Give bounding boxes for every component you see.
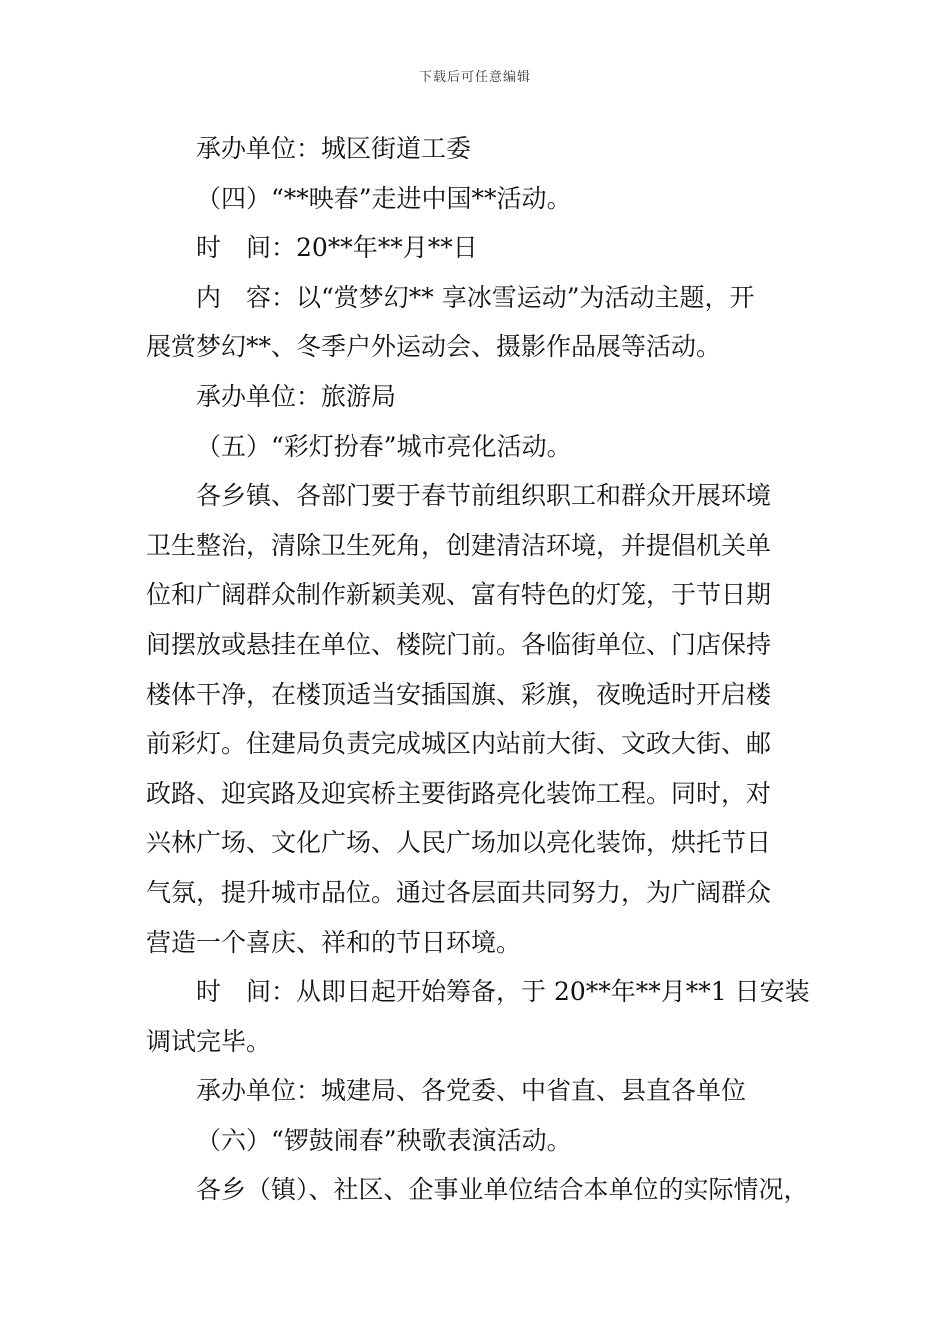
text-line: 兴林广场、文化广场、人民广场加以亮化装饰，烘托节日	[146, 828, 772, 858]
text-line: （六）“锣鼓闹春”秧歌表演活动。	[196, 1125, 572, 1155]
text-line: 各乡（镇）、社区、企事业单位结合本单位的实际情况，	[196, 1175, 809, 1205]
text-line: 政路、迎宾路及迎宾桥主要街路亮化装饰工程。同时，对	[146, 778, 772, 808]
text-line: 承办单位：城区街道工委	[196, 134, 472, 163]
text-line: 气氛，提升城市品位。通过各层面共同努力，为广阔群众	[146, 877, 772, 907]
text-line: 各乡镇、各部门要于春节前组织职工和群众开展环境	[196, 481, 772, 511]
text-line: 承办单位：旅游局	[196, 381, 397, 411]
text-line: 时 间：从即日起开始筹备，于 20**年**月**1 日安装	[196, 977, 810, 1007]
page-header: 下载后可任意编辑	[418, 70, 531, 85]
text-line: 卫生整治，清除卫生死角，创建清洁环境，并提倡机关单	[146, 530, 772, 560]
text-line: 位和广阔群众制作新颖美观、富有特色的灯笼，于节日期	[146, 580, 772, 610]
text-line: （四）“**映春”走进中国**活动。	[196, 183, 572, 213]
text-line: 承办单位：城建局、各党委、中省直、县直各单位	[196, 1076, 747, 1106]
text-line: 楼体干净，在楼顶适当安插国旗、彩旗，夜晚适时开启楼	[146, 679, 772, 709]
text-line: 展赏梦幻**、冬季户外运动会、摄影作品展等活动。	[146, 332, 722, 362]
text-line: 时 间：20**年**月**日	[196, 233, 478, 263]
text-line: 调试完毕。	[146, 1026, 272, 1056]
document-body	[146, 124, 818, 1215]
text-line: 间摆放或悬挂在单位、楼院门前。各临街单位、门店保持	[146, 629, 772, 659]
text-line: 前彩灯。住建局负责完成城区内站前大街、文政大街、邮	[146, 729, 772, 759]
text-line: 营造一个喜庆、祥和的节日环境。	[146, 927, 522, 957]
text-line: （五）“彩灯扮春”城市亮化活动。	[196, 431, 572, 461]
text-line: 内 容：以“赏梦幻** 享冰雪运动”为活动主题，开	[196, 282, 755, 312]
